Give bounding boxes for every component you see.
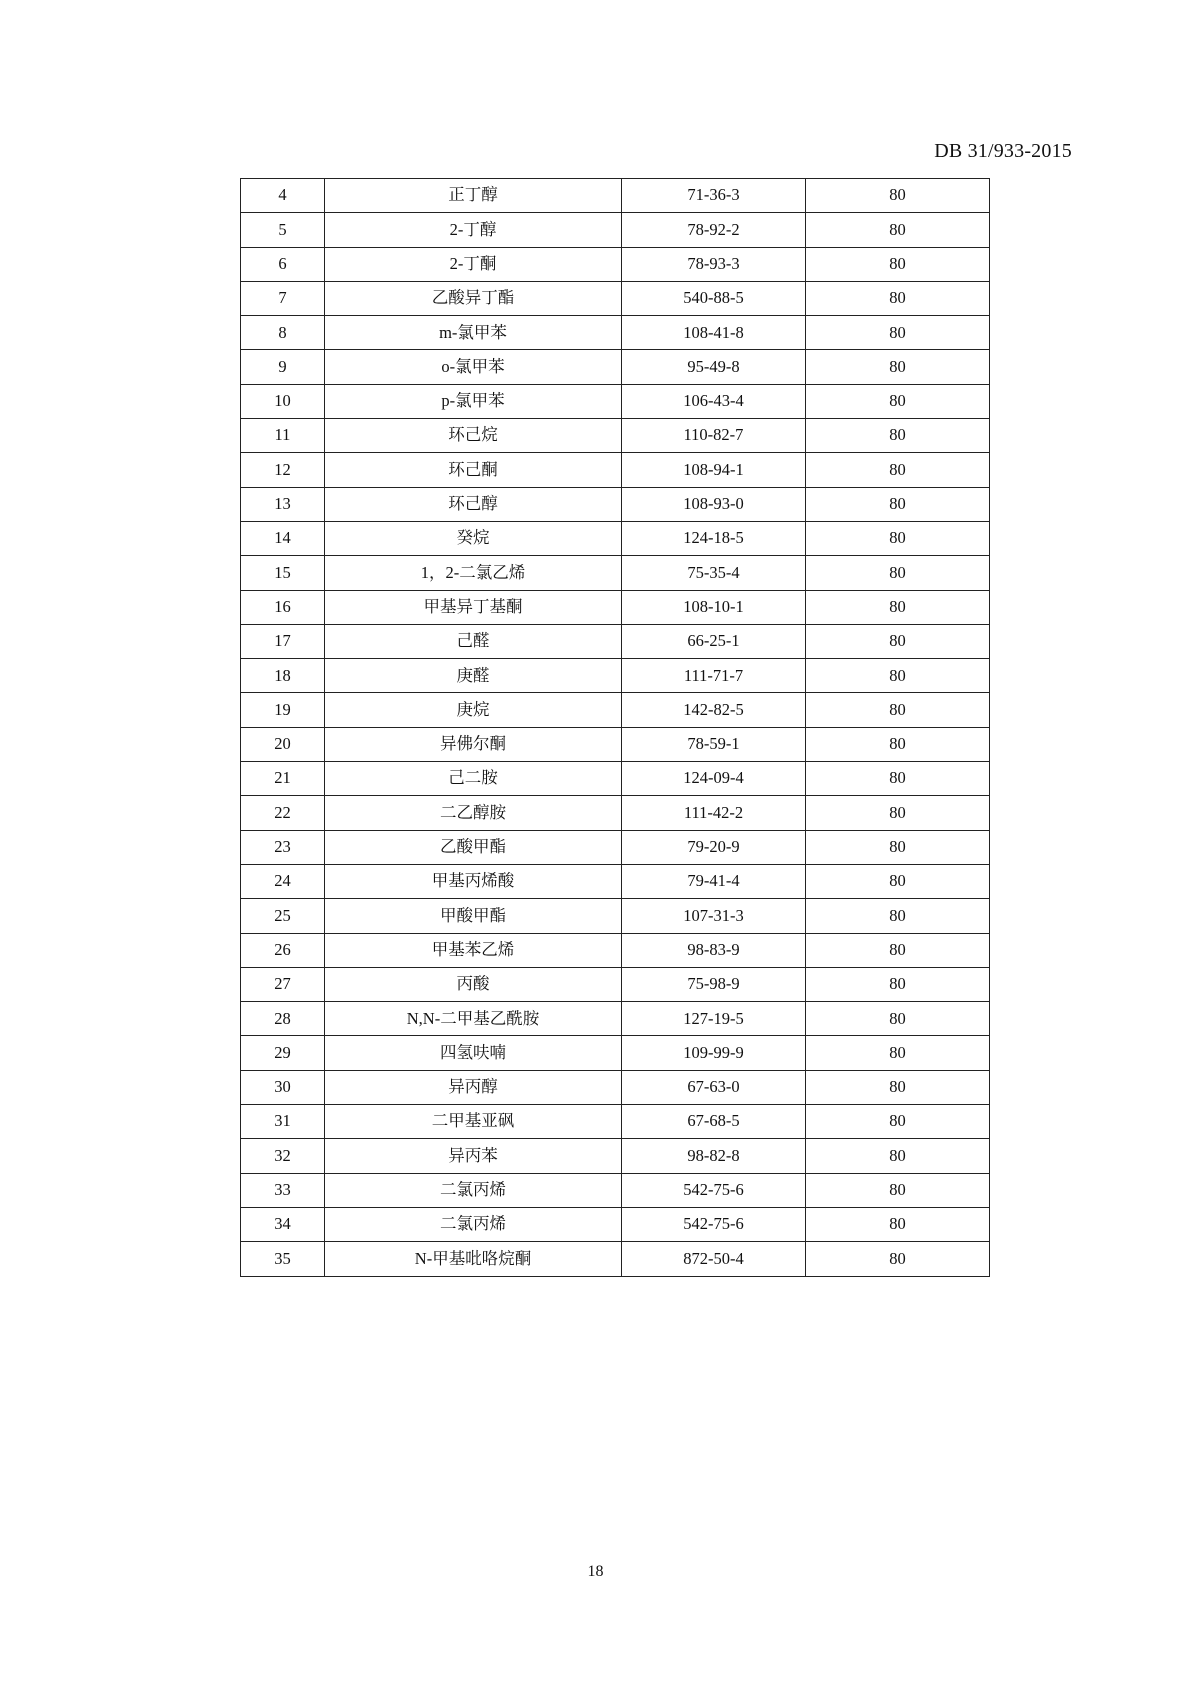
row-number-cell: 5 — [241, 213, 325, 247]
row-number-cell: 6 — [241, 247, 325, 281]
table-row — [241, 1105, 990, 1139]
substance-name-cell: 环己酮 — [325, 453, 622, 487]
cas-number-cell: 872-50-4 — [622, 1242, 806, 1276]
table-row — [241, 1173, 990, 1207]
row-number-cell: 16 — [241, 590, 325, 624]
substance-name-cell: 庚烷 — [325, 693, 622, 727]
row-number-cell: 34 — [241, 1207, 325, 1241]
substance-name-cell: m-氯甲苯 — [325, 316, 622, 350]
substance-name-cell: o-氯甲苯 — [325, 350, 622, 384]
substance-name-cell: 甲基异丁基酮 — [325, 590, 622, 624]
row-number-cell: 29 — [241, 1036, 325, 1070]
limit-value-cell: 80 — [806, 213, 990, 247]
table-row — [241, 384, 990, 418]
cas-number-cell: 67-68-5 — [622, 1105, 806, 1139]
cas-number-cell: 542-75-6 — [622, 1207, 806, 1241]
substance-name-cell: 丙酸 — [325, 967, 622, 1001]
cas-number-cell: 107-31-3 — [622, 899, 806, 933]
table-row — [241, 281, 990, 315]
cas-number-cell: 142-82-5 — [622, 693, 806, 727]
cas-number-cell: 67-63-0 — [622, 1070, 806, 1104]
cas-number-cell: 106-43-4 — [622, 384, 806, 418]
table-row — [241, 419, 990, 453]
cas-number-cell: 108-41-8 — [622, 316, 806, 350]
limit-value-cell: 80 — [806, 1070, 990, 1104]
table-row — [241, 762, 990, 796]
row-number-cell: 11 — [241, 419, 325, 453]
row-number-cell: 8 — [241, 316, 325, 350]
table-row — [241, 1036, 990, 1070]
limit-value-cell: 80 — [806, 1139, 990, 1173]
limit-value-cell: 80 — [806, 281, 990, 315]
limit-value-cell: 80 — [806, 727, 990, 761]
limit-value-cell: 80 — [806, 179, 990, 213]
substance-name-cell: 二氯丙烯 — [325, 1207, 622, 1241]
table-row — [241, 350, 990, 384]
limit-value-cell: 80 — [806, 453, 990, 487]
table-row — [241, 693, 990, 727]
substance-name-cell: 己醛 — [325, 624, 622, 658]
row-number-cell: 21 — [241, 762, 325, 796]
table-row — [241, 213, 990, 247]
cas-number-cell: 124-09-4 — [622, 762, 806, 796]
row-number-cell: 33 — [241, 1173, 325, 1207]
table-body — [241, 179, 990, 1277]
cas-number-cell: 542-75-6 — [622, 1173, 806, 1207]
cas-number-cell: 79-41-4 — [622, 864, 806, 898]
row-number-cell: 9 — [241, 350, 325, 384]
substance-name-cell: 甲基苯乙烯 — [325, 933, 622, 967]
substance-name-cell: 甲基丙烯酸 — [325, 864, 622, 898]
substance-name-cell: 异佛尔酮 — [325, 727, 622, 761]
substance-name-cell: 1，2-二氯乙烯 — [325, 556, 622, 590]
limit-value-cell: 80 — [806, 1105, 990, 1139]
substance-name-cell: 2-丁醇 — [325, 213, 622, 247]
table-row — [241, 1070, 990, 1104]
cas-number-cell: 108-10-1 — [622, 590, 806, 624]
cas-number-cell: 66-25-1 — [622, 624, 806, 658]
table-row — [241, 830, 990, 864]
row-number-cell: 10 — [241, 384, 325, 418]
substance-name-cell: 异丙醇 — [325, 1070, 622, 1104]
table-row — [241, 487, 990, 521]
cas-number-cell: 109-99-9 — [622, 1036, 806, 1070]
limit-value-cell: 80 — [806, 864, 990, 898]
limit-value-cell: 80 — [806, 556, 990, 590]
substance-name-cell: 环己烷 — [325, 419, 622, 453]
row-number-cell: 30 — [241, 1070, 325, 1104]
cas-number-cell: 78-92-2 — [622, 213, 806, 247]
limit-value-cell: 80 — [806, 1242, 990, 1276]
cas-number-cell: 98-83-9 — [622, 933, 806, 967]
substance-name-cell: 二乙醇胺 — [325, 796, 622, 830]
substance-table — [240, 178, 990, 1277]
document-code: DB 31/933-2015 — [934, 140, 1072, 162]
table-row — [241, 659, 990, 693]
table-row — [241, 624, 990, 658]
cas-number-cell: 108-93-0 — [622, 487, 806, 521]
row-number-cell: 20 — [241, 727, 325, 761]
row-number-cell: 27 — [241, 967, 325, 1001]
row-number-cell: 7 — [241, 281, 325, 315]
row-number-cell: 24 — [241, 864, 325, 898]
limit-value-cell: 80 — [806, 247, 990, 281]
row-number-cell: 14 — [241, 521, 325, 555]
limit-value-cell: 80 — [806, 419, 990, 453]
substance-name-cell: 己二胺 — [325, 762, 622, 796]
cas-number-cell: 75-98-9 — [622, 967, 806, 1001]
row-number-cell: 18 — [241, 659, 325, 693]
table-row — [241, 590, 990, 624]
row-number-cell: 32 — [241, 1139, 325, 1173]
substance-name-cell: 四氢呋喃 — [325, 1036, 622, 1070]
cas-number-cell: 111-71-7 — [622, 659, 806, 693]
row-number-cell: 17 — [241, 624, 325, 658]
substance-name-cell: 甲酸甲酯 — [325, 899, 622, 933]
substance-name-cell: 乙酸甲酯 — [325, 830, 622, 864]
row-number-cell: 28 — [241, 1002, 325, 1036]
substance-name-cell: 乙酸异丁酯 — [325, 281, 622, 315]
table-row — [241, 899, 990, 933]
limit-value-cell: 80 — [806, 1036, 990, 1070]
limit-value-cell: 80 — [806, 967, 990, 1001]
limit-value-cell: 80 — [806, 693, 990, 727]
limit-value-cell: 80 — [806, 590, 990, 624]
row-number-cell: 25 — [241, 899, 325, 933]
limit-value-cell: 80 — [806, 933, 990, 967]
substance-name-cell: N,N-二甲基乙酰胺 — [325, 1002, 622, 1036]
table-row — [241, 316, 990, 350]
substance-table-container — [240, 178, 989, 1277]
cas-number-cell: 111-42-2 — [622, 796, 806, 830]
cas-number-cell: 127-19-5 — [622, 1002, 806, 1036]
substance-name-cell: p-氯甲苯 — [325, 384, 622, 418]
table-row — [241, 727, 990, 761]
limit-value-cell: 80 — [806, 487, 990, 521]
limit-value-cell: 80 — [806, 1002, 990, 1036]
table-row — [241, 556, 990, 590]
table-row — [241, 247, 990, 281]
substance-name-cell: 环己醇 — [325, 487, 622, 521]
limit-value-cell: 80 — [806, 899, 990, 933]
substance-name-cell: 2-丁酮 — [325, 247, 622, 281]
row-number-cell: 19 — [241, 693, 325, 727]
table-row — [241, 1002, 990, 1036]
limit-value-cell: 80 — [806, 316, 990, 350]
limit-value-cell: 80 — [806, 624, 990, 658]
limit-value-cell: 80 — [806, 1173, 990, 1207]
substance-name-cell: 癸烷 — [325, 521, 622, 555]
limit-value-cell: 80 — [806, 659, 990, 693]
substance-name-cell: 庚醛 — [325, 659, 622, 693]
limit-value-cell: 80 — [806, 1207, 990, 1241]
limit-value-cell: 80 — [806, 762, 990, 796]
cas-number-cell: 78-59-1 — [622, 727, 806, 761]
limit-value-cell: 80 — [806, 796, 990, 830]
row-number-cell: 12 — [241, 453, 325, 487]
cas-number-cell: 108-94-1 — [622, 453, 806, 487]
table-row — [241, 864, 990, 898]
table-row — [241, 1242, 990, 1276]
cas-number-cell: 540-88-5 — [622, 281, 806, 315]
cas-number-cell: 78-93-3 — [622, 247, 806, 281]
table-row — [241, 1139, 990, 1173]
substance-name-cell: 异丙苯 — [325, 1139, 622, 1173]
limit-value-cell: 80 — [806, 830, 990, 864]
substance-name-cell: N-甲基吡咯烷酮 — [325, 1242, 622, 1276]
cas-number-cell: 75-35-4 — [622, 556, 806, 590]
table-row — [241, 521, 990, 555]
table-row — [241, 179, 990, 213]
limit-value-cell: 80 — [806, 521, 990, 555]
table-row — [241, 967, 990, 1001]
row-number-cell: 4 — [241, 179, 325, 213]
row-number-cell: 23 — [241, 830, 325, 864]
table-row — [241, 933, 990, 967]
page-number: 18 — [587, 1563, 604, 1580]
row-number-cell: 22 — [241, 796, 325, 830]
substance-name-cell: 二甲基亚砜 — [325, 1105, 622, 1139]
limit-value-cell: 80 — [806, 384, 990, 418]
row-number-cell: 13 — [241, 487, 325, 521]
row-number-cell: 35 — [241, 1242, 325, 1276]
row-number-cell: 31 — [241, 1105, 325, 1139]
cas-number-cell: 124-18-5 — [622, 521, 806, 555]
cas-number-cell: 98-82-8 — [622, 1139, 806, 1173]
table-row — [241, 453, 990, 487]
table-row — [241, 796, 990, 830]
cas-number-cell: 95-49-8 — [622, 350, 806, 384]
substance-name-cell: 正丁醇 — [325, 179, 622, 213]
row-number-cell: 15 — [241, 556, 325, 590]
substance-name-cell: 二氯丙烯 — [325, 1173, 622, 1207]
row-number-cell: 26 — [241, 933, 325, 967]
table-row — [241, 1207, 990, 1241]
cas-number-cell: 79-20-9 — [622, 830, 806, 864]
cas-number-cell: 110-82-7 — [622, 419, 806, 453]
limit-value-cell: 80 — [806, 350, 990, 384]
cas-number-cell: 71-36-3 — [622, 179, 806, 213]
